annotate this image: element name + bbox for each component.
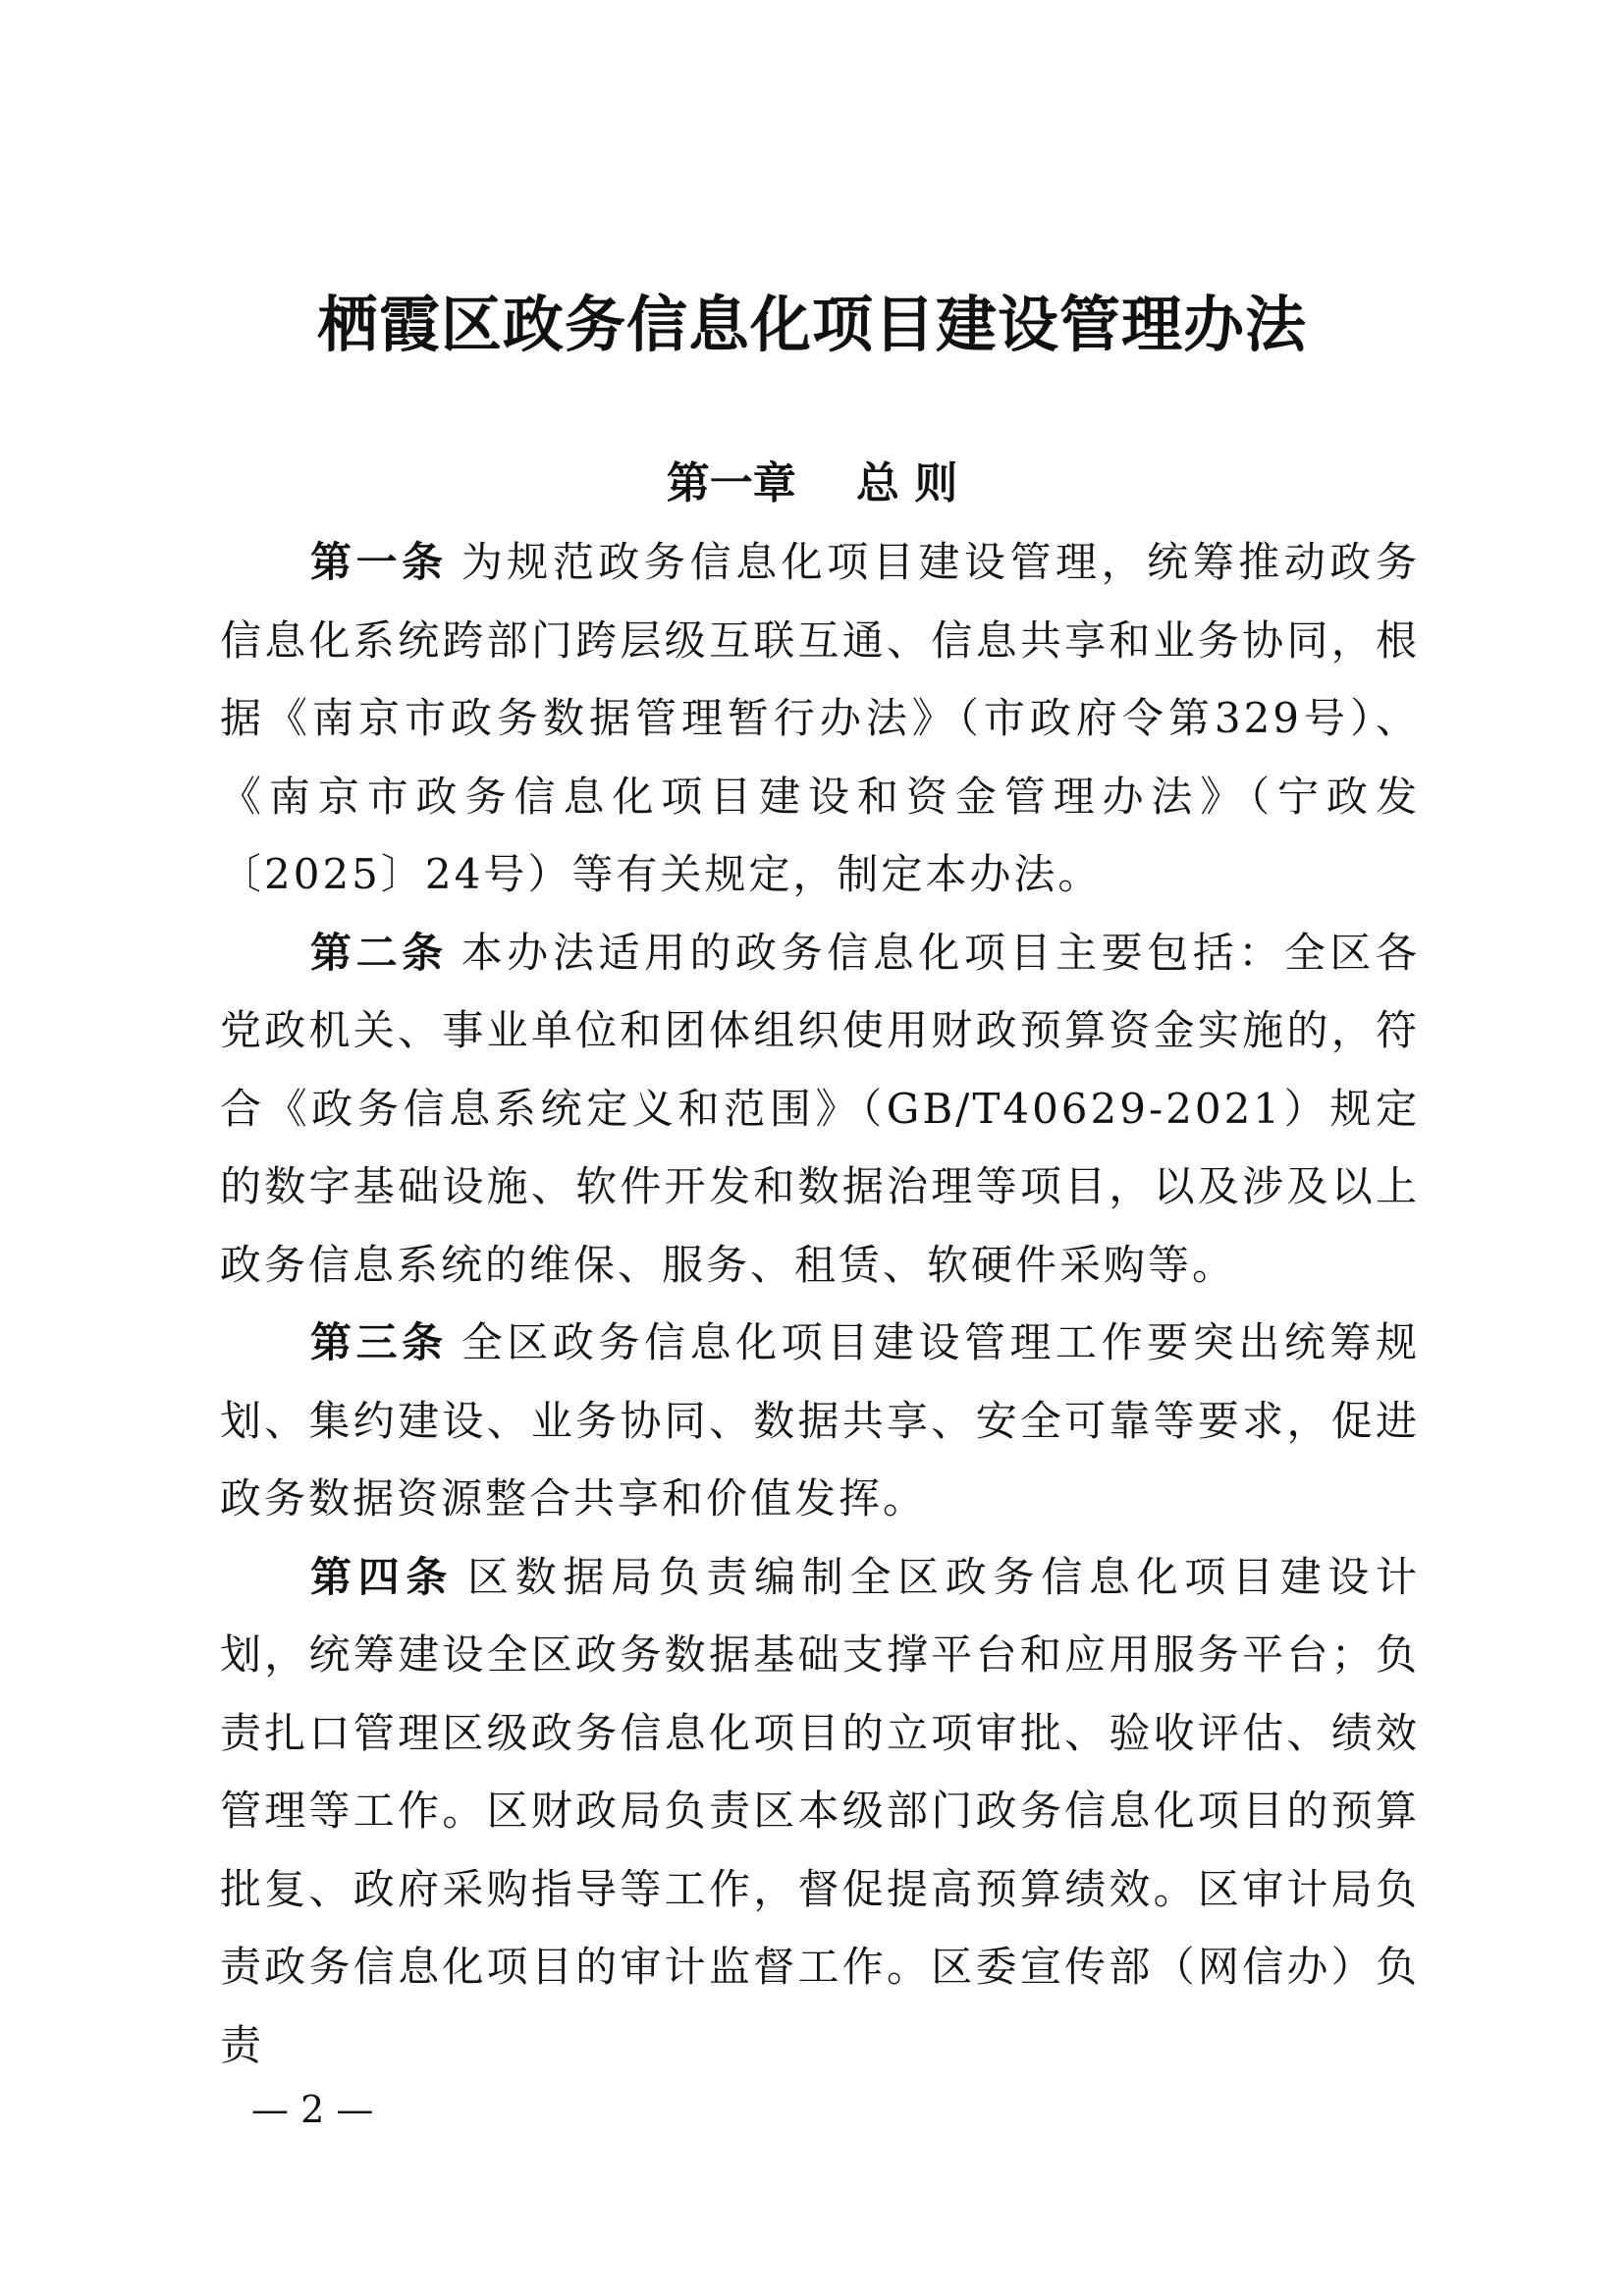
document-title: 栖霞区政务信息化项目建设管理办法	[316, 289, 1307, 360]
article-4	[220, 1538, 1420, 2085]
article-text: 为规范政务信息化项目建设管理，统筹推动政务信息化系统跨部门跨层级互联互通、信息共享和业务协同，根据《南京市政务数据管理暂行办法》（市政府令第329号）、《南京市政务信息化项目建设和资金管理办法》（宁政发〔2025〕24号）等有关规定，制定本办法。	[220, 538, 1420, 898]
article-label: 第四条	[310, 1552, 455, 1601]
article-text: 区数据局负责编制全区政务信息化项目建设计划，统筹建设全区政务数据基础支撑平台和应用服务平台；负责扎口管理区级政务信息化项目的立项审批、验收评估、绩效管理等工作。区财政局负责区本级部门政务信息化项目的预算批复、政府采购指导等工作，督促提高预算绩效。区审计局负责政务信息化项目的审计监督工作。区委宣传部（网信办）负责	[220, 1552, 1420, 2069]
article-text: 本办法适用的政务信息化项目主要包括：全区各党政机关、事业单位和团体组织使用财政预算资金实施的，符合《政务信息系统定义和范围》（GB/T40629-2021）规定的数字基础设施、软件开发和数据治理等项目，以及涉及以上政务信息系统的维保、服务、租赁、软硬件采购等。	[220, 928, 1420, 1289]
article-2	[220, 914, 1420, 1305]
article-1	[220, 523, 1420, 914]
article-text: 全区政务信息化项目建设管理工作要突出统筹规划、集约建设、业务协同、数据共享、安全可靠等要求，促进政务数据资源整合共享和价值发挥。	[220, 1318, 1420, 1522]
chapter-heading: 第一章 总 则	[666, 458, 958, 508]
article-label: 第二条	[310, 928, 448, 977]
article-label: 第一条	[310, 538, 448, 586]
document-body	[220, 523, 1420, 2084]
article-3	[220, 1304, 1420, 1538]
page-number: — 2 —	[251, 2088, 374, 2131]
article-label: 第三条	[310, 1318, 448, 1366]
